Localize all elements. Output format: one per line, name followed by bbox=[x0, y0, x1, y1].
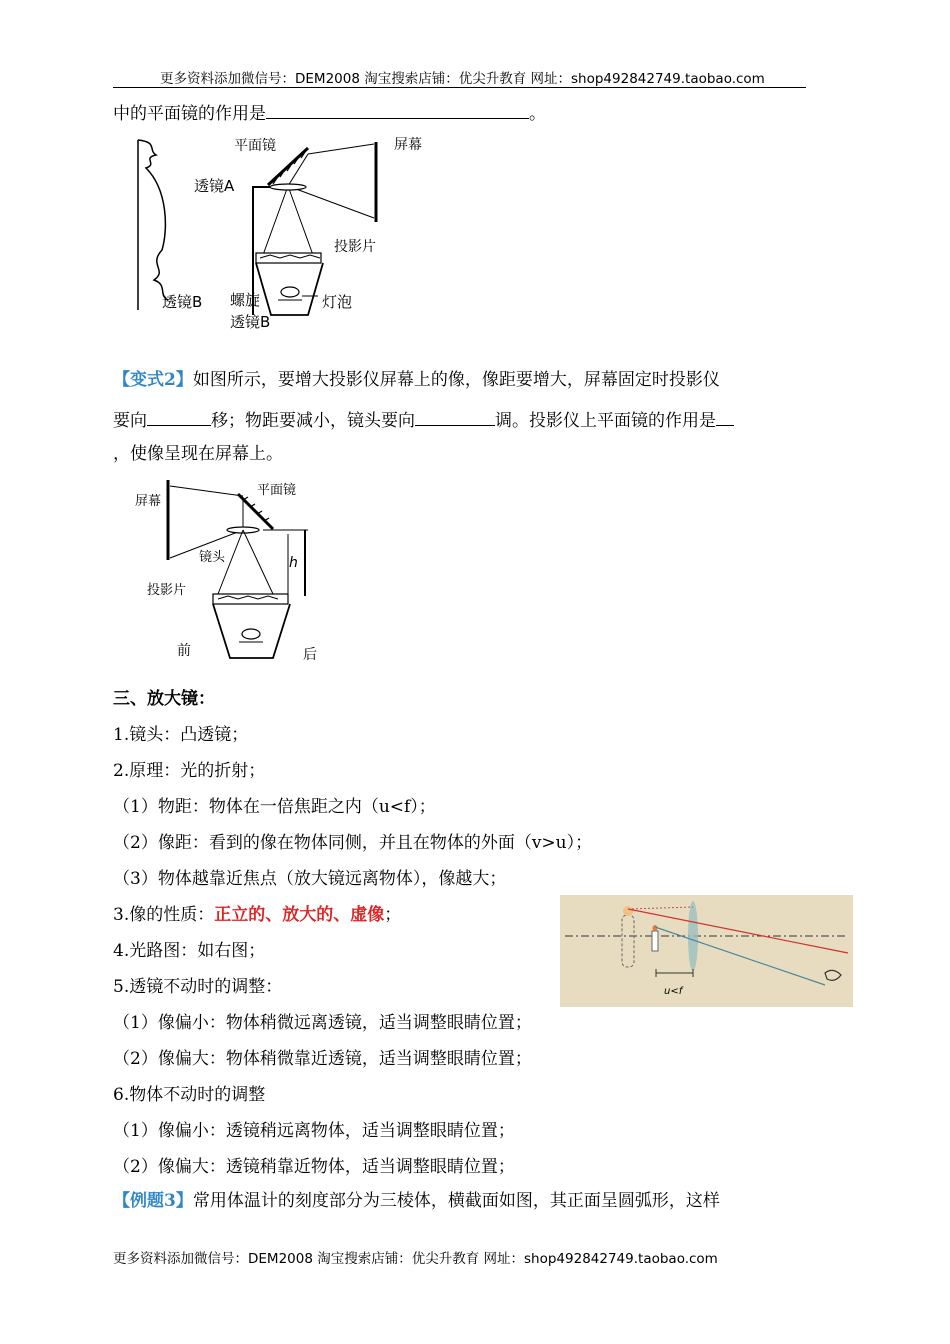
example3-line bbox=[113, 1191, 720, 1211]
section3-item2-1: （1）物距：物体在一倍焦距之内（u<f）； bbox=[113, 797, 436, 817]
section3-item2-3: （3）物体越靠近焦点（放大镜远离物体），像越大； bbox=[113, 869, 507, 889]
variant2-line1 bbox=[113, 370, 720, 390]
candle bbox=[652, 931, 658, 951]
header-divider bbox=[113, 87, 806, 88]
section3-item5: 5.透镜不动时的调整： bbox=[113, 977, 283, 997]
ray bbox=[288, 186, 374, 218]
label-lens-b: 透镜B bbox=[162, 293, 203, 311]
label-back: 后 bbox=[303, 647, 317, 663]
example3-text: 常用体温计的刻度部分为三棱体，横截面如图，其正面呈圆弧形，这样 bbox=[192, 1191, 720, 1211]
projector-diagram-2 bbox=[133, 474, 328, 670]
slide bbox=[256, 253, 321, 263]
label-bulb: 灯泡 bbox=[322, 293, 353, 311]
variant2-text2b: 移；物距要减小，镜头要向 bbox=[211, 411, 415, 431]
label-h: h bbox=[289, 555, 298, 571]
section3-item4: 4.光路图：如右图； bbox=[113, 941, 266, 961]
section3-title: 三、放大镜： bbox=[113, 689, 215, 709]
section3-item6: 6.物体不动时的调整 bbox=[113, 1085, 266, 1105]
answer-blank bbox=[716, 408, 734, 426]
item3-prefix: 3.像的性质： bbox=[113, 905, 215, 925]
variant2-line3: ，使像呈现在屏幕上。 bbox=[113, 444, 283, 464]
label-mirror: 平面镜 bbox=[234, 138, 276, 154]
ray bbox=[170, 486, 243, 496]
label-lens-a: 透镜A bbox=[194, 177, 235, 195]
label-screw-lens: 透镜B bbox=[230, 313, 271, 331]
intro-text: 中的平面镜的作用是 bbox=[113, 104, 266, 124]
variant2-text1: 如图所示，要增大投影仪屏幕上的像，像距要增大，屏幕固定时投影仪 bbox=[192, 370, 720, 390]
variant2-text2c: 调。投影仪上平面镜的作用是 bbox=[495, 411, 716, 431]
variant2-tag: 【变式2】 bbox=[113, 370, 193, 390]
label-lens: 镜头 bbox=[199, 550, 226, 565]
section3-item5-1: （1）像偏小：物体稍微远离透镜，适当调整眼睛位置； bbox=[113, 1013, 532, 1033]
bulb bbox=[242, 629, 260, 639]
label-slide: 投影片 bbox=[334, 239, 376, 255]
ray bbox=[243, 530, 273, 594]
lens-b-outline bbox=[138, 140, 168, 310]
section3-item6-2: （2）像偏大：透镜稍靠近物体，适当调整眼睛位置； bbox=[113, 1157, 515, 1177]
variant2-line2 bbox=[113, 408, 734, 431]
photo-background bbox=[560, 895, 853, 1007]
item3-suffix: ； bbox=[384, 905, 402, 925]
label-mirror: 平面镜 bbox=[257, 483, 297, 498]
answer-blank bbox=[147, 408, 211, 426]
label-screen: 屏幕 bbox=[394, 137, 422, 153]
variant2-text2a: 要向 bbox=[113, 411, 147, 431]
intro-line bbox=[113, 101, 546, 124]
section3-item2-2: （2）像距：看到的像在物体同侧，并且在物体的外面（v>u）； bbox=[113, 833, 593, 853]
section3-item5-2: （2）像偏大：物体稍微靠近透镜，适当调整眼睛位置； bbox=[113, 1049, 532, 1069]
label-screw: 螺旋 bbox=[230, 291, 261, 309]
section3-item1: 1.镜头：凸透镜； bbox=[113, 725, 249, 745]
answer-blank bbox=[415, 408, 495, 426]
label-slide: 投影片 bbox=[147, 583, 187, 598]
page-header: 更多资料添加微信号：DEM2008 淘宝搜索店铺：优尖升教育 网址：shop492842749.taobao.com bbox=[160, 71, 765, 87]
section3-item3 bbox=[113, 905, 401, 925]
bulb bbox=[281, 287, 299, 297]
label-screen: 屏幕 bbox=[135, 494, 162, 509]
magnifier-ray-diagram bbox=[560, 895, 853, 1007]
ray bbox=[288, 186, 313, 255]
lens-a bbox=[270, 184, 306, 190]
page-footer: 更多资料添加微信号：DEM2008 淘宝搜索店铺：优尖升教育 网址：shop492842749.taobao.com bbox=[113, 1251, 718, 1267]
ray bbox=[308, 144, 374, 154]
section3-item6-1: （1）像偏小：透镜稍远离物体，适当调整眼睛位置； bbox=[113, 1121, 515, 1141]
virtual-flame bbox=[623, 906, 633, 916]
projector-diagram-1 bbox=[128, 130, 448, 335]
item3-red: 正立的、放大的、虚像 bbox=[214, 905, 385, 925]
mirror-hatch bbox=[243, 497, 269, 521]
intro-end: 。 bbox=[529, 104, 546, 124]
section3-item2: 2.原理：光的折射； bbox=[113, 761, 266, 781]
label-u-lt-f: u<f bbox=[664, 986, 683, 997]
answer-blank bbox=[266, 101, 529, 119]
example3-tag: 【例题3】 bbox=[113, 1191, 193, 1211]
convex-lens bbox=[688, 901, 698, 971]
ray bbox=[263, 186, 288, 255]
label-front: 前 bbox=[177, 643, 191, 659]
